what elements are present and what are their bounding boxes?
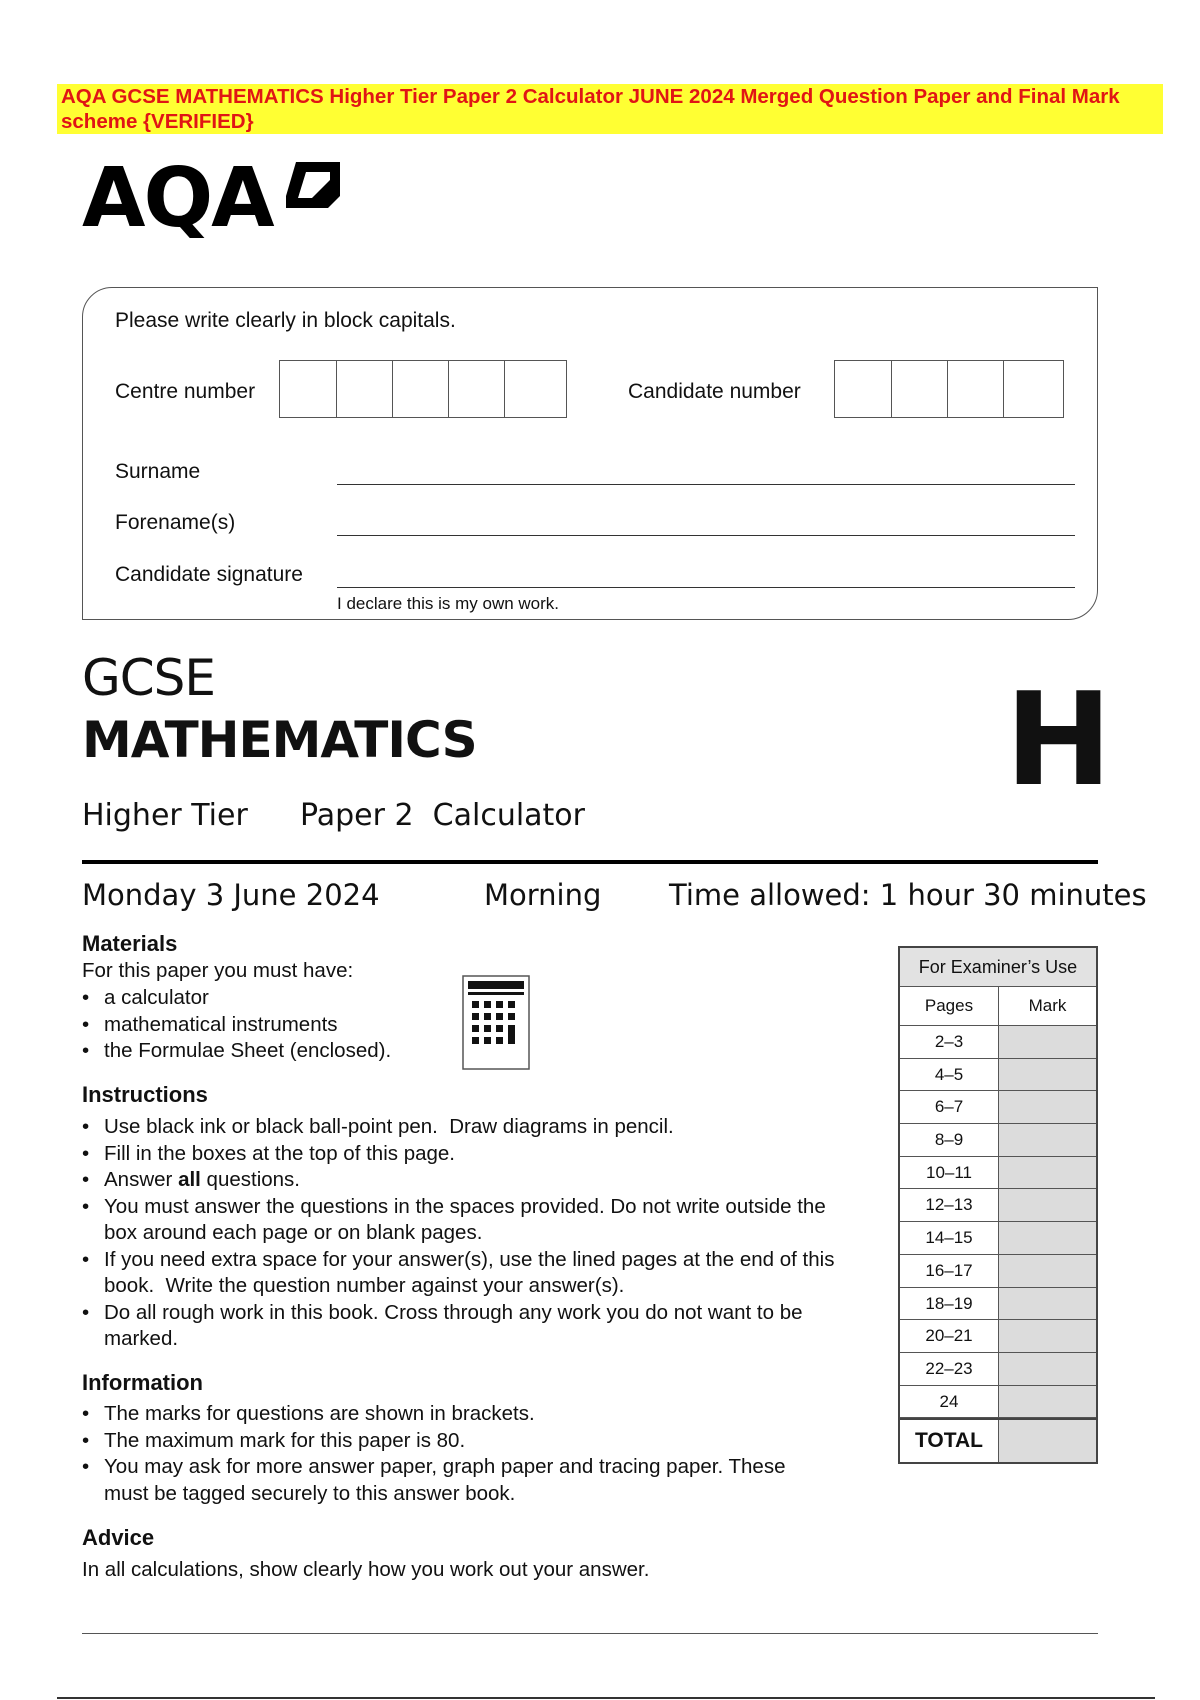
table-row bbox=[900, 1222, 1096, 1255]
forename-field[interactable] bbox=[337, 535, 1075, 536]
list-item bbox=[82, 1300, 852, 1353]
advice-text: In all calculations, show clearly how you work out your answer. bbox=[82, 1558, 650, 1581]
materials-list bbox=[82, 985, 482, 1065]
signature-label: Candidate signature bbox=[115, 563, 303, 586]
instruction-text: You must answer the questions in the spaces provided. Do not write outside the box around each page or on blank pages. bbox=[104, 1194, 826, 1244]
centre-number-grid bbox=[279, 360, 567, 418]
title-divider bbox=[82, 860, 1098, 864]
calculator-icon bbox=[462, 975, 530, 1070]
pages-cell: 14–15 bbox=[900, 1222, 999, 1254]
document-banner: AQA GCSE MATHEMATICS Higher Tier Paper 2 Calculator JUNE 2024 Merged Question Paper and Final Mark scheme {VERIFIED} bbox=[57, 84, 1163, 134]
pages-cell: 8–9 bbox=[900, 1124, 999, 1156]
table-row bbox=[900, 1091, 1096, 1124]
mark-cell[interactable] bbox=[999, 1353, 1096, 1385]
candidate-number-label: Candidate number bbox=[628, 380, 801, 403]
candidate-number-digit[interactable] bbox=[891, 361, 947, 417]
pages-cell: 22–23 bbox=[900, 1353, 999, 1385]
pages-cell: 18–19 bbox=[900, 1288, 999, 1320]
surname-field[interactable] bbox=[337, 484, 1075, 485]
centre-number-label: Centre number bbox=[115, 380, 256, 403]
time-allowed: Time allowed: 1 hour 30 minutes bbox=[669, 878, 1147, 912]
list-item: • The marks for questions are shown in brackets. bbox=[82, 1401, 802, 1428]
mark-cell[interactable] bbox=[999, 1189, 1096, 1221]
mark-cell[interactable] bbox=[999, 1320, 1096, 1352]
information-heading: Information bbox=[82, 1370, 203, 1395]
list-item: • You may ask for more answer paper, graph paper and tracing paper. These must be tagged securely to this answer book. bbox=[82, 1454, 802, 1507]
mark-cell[interactable] bbox=[999, 1157, 1096, 1189]
centre-number-digit[interactable] bbox=[336, 361, 392, 417]
centre-number-digit[interactable] bbox=[448, 361, 504, 417]
pages-column-header: Pages bbox=[900, 987, 999, 1025]
aqa-logo bbox=[82, 150, 352, 250]
pages-cell: 2–3 bbox=[900, 1026, 999, 1058]
list-item bbox=[82, 1167, 852, 1194]
mark-cell[interactable] bbox=[999, 1255, 1096, 1287]
page-footer-line bbox=[57, 1697, 1155, 1699]
table-row bbox=[900, 1288, 1096, 1321]
table-row bbox=[900, 1320, 1096, 1353]
instruction-text: Answer bbox=[104, 1168, 179, 1191]
qualification-title: GCSE bbox=[82, 649, 215, 707]
table-row bbox=[900, 1124, 1096, 1157]
list-item bbox=[82, 1247, 852, 1300]
mark-cell[interactable] bbox=[999, 1091, 1096, 1123]
instruction-text: questions. bbox=[200, 1168, 301, 1191]
subject-title: MATHEMATICS bbox=[82, 711, 477, 769]
block-capitals-instruction: Please write clearly in block capitals. bbox=[115, 309, 456, 332]
instructions-list bbox=[82, 1114, 852, 1353]
exam-date: Monday 3 June 2024 bbox=[82, 878, 380, 912]
tier-label: Higher Tier bbox=[82, 798, 248, 833]
list-item bbox=[82, 1114, 852, 1141]
mark-cell[interactable] bbox=[999, 1026, 1096, 1058]
list-item: • The maximum mark for this paper is 80. bbox=[82, 1428, 802, 1455]
pages-cell: 6–7 bbox=[900, 1091, 999, 1123]
pages-cell: 20–21 bbox=[900, 1320, 999, 1352]
tier-letter: H bbox=[1005, 666, 1113, 815]
instruction-text: Do all rough work in this book. Cross through any work you do not want to be marked. bbox=[104, 1300, 803, 1350]
pages-cell: 10–11 bbox=[900, 1157, 999, 1189]
centre-number-digit[interactable] bbox=[280, 361, 336, 417]
total-label: TOTAL bbox=[900, 1420, 999, 1462]
information-list bbox=[82, 1401, 802, 1507]
candidate-number-digit[interactable] bbox=[1003, 361, 1059, 417]
candidate-details-box bbox=[82, 287, 1098, 620]
mark-cell[interactable] bbox=[999, 1386, 1096, 1418]
instruction-text: Fill in the boxes at the top of this page. bbox=[104, 1141, 455, 1165]
aqa-logo-mark-icon bbox=[282, 156, 344, 212]
examiner-table-heading: For Examiner’s Use bbox=[900, 948, 1096, 987]
pages-cell: 4–5 bbox=[900, 1059, 999, 1091]
examiner-use-table bbox=[898, 946, 1098, 1464]
table-row bbox=[900, 1386, 1096, 1419]
table-row bbox=[900, 1059, 1096, 1092]
materials-intro: For this paper you must have: bbox=[82, 959, 354, 982]
centre-number-digit[interactable] bbox=[392, 361, 448, 417]
mark-cell[interactable] bbox=[999, 1124, 1096, 1156]
table-row bbox=[900, 1255, 1096, 1288]
candidate-number-grid bbox=[834, 360, 1064, 418]
table-row bbox=[900, 1189, 1096, 1222]
mark-cell[interactable] bbox=[999, 1222, 1096, 1254]
materials-heading: Materials bbox=[82, 931, 178, 956]
centre-number-digit[interactable] bbox=[504, 361, 560, 417]
forename-label: Forename(s) bbox=[115, 511, 236, 534]
list-item: • a calculator bbox=[82, 985, 482, 1012]
pages-cell: 16–17 bbox=[900, 1255, 999, 1287]
table-row bbox=[900, 1353, 1096, 1386]
list-item bbox=[82, 1141, 852, 1168]
surname-label: Surname bbox=[115, 460, 201, 483]
pages-cell: 24 bbox=[900, 1386, 999, 1418]
signature-field[interactable] bbox=[337, 587, 1075, 588]
instruction-text: Use black ink or black ball-point pen. Draw diagrams in pencil. bbox=[104, 1115, 674, 1138]
list-item: • mathematical instruments bbox=[82, 1012, 482, 1039]
instructions-heading: Instructions bbox=[82, 1082, 208, 1107]
table-row bbox=[900, 1157, 1096, 1190]
total-row bbox=[900, 1418, 1096, 1462]
paper-label: Paper 2 Calculator bbox=[300, 798, 585, 833]
table-row bbox=[900, 1026, 1096, 1059]
list-item bbox=[82, 1194, 852, 1247]
list-item: • the Formulae Sheet (enclosed). bbox=[82, 1038, 482, 1065]
logo-text: AQA bbox=[82, 151, 273, 246]
mark-cell[interactable] bbox=[999, 1059, 1096, 1091]
instruction-text: If you need extra space for your answer(s), use the lined pages at the end of this book. Write the question number against your answer(s). bbox=[104, 1247, 841, 1297]
declaration-text: I declare this is my own work. bbox=[337, 594, 560, 613]
pages-cell: 12–13 bbox=[900, 1189, 999, 1221]
candidate-number-digit[interactable] bbox=[835, 361, 891, 417]
candidate-number-digit[interactable] bbox=[947, 361, 1003, 417]
instruction-emphasis: all bbox=[178, 1168, 201, 1191]
advice-heading: Advice bbox=[82, 1525, 155, 1550]
mark-cell[interactable] bbox=[999, 1288, 1096, 1320]
bottom-divider bbox=[82, 1633, 1098, 1634]
exam-session: Morning bbox=[484, 878, 602, 912]
total-mark-cell[interactable] bbox=[999, 1420, 1096, 1462]
table-header-row bbox=[900, 987, 1096, 1026]
mark-column-header: Mark bbox=[999, 987, 1096, 1025]
